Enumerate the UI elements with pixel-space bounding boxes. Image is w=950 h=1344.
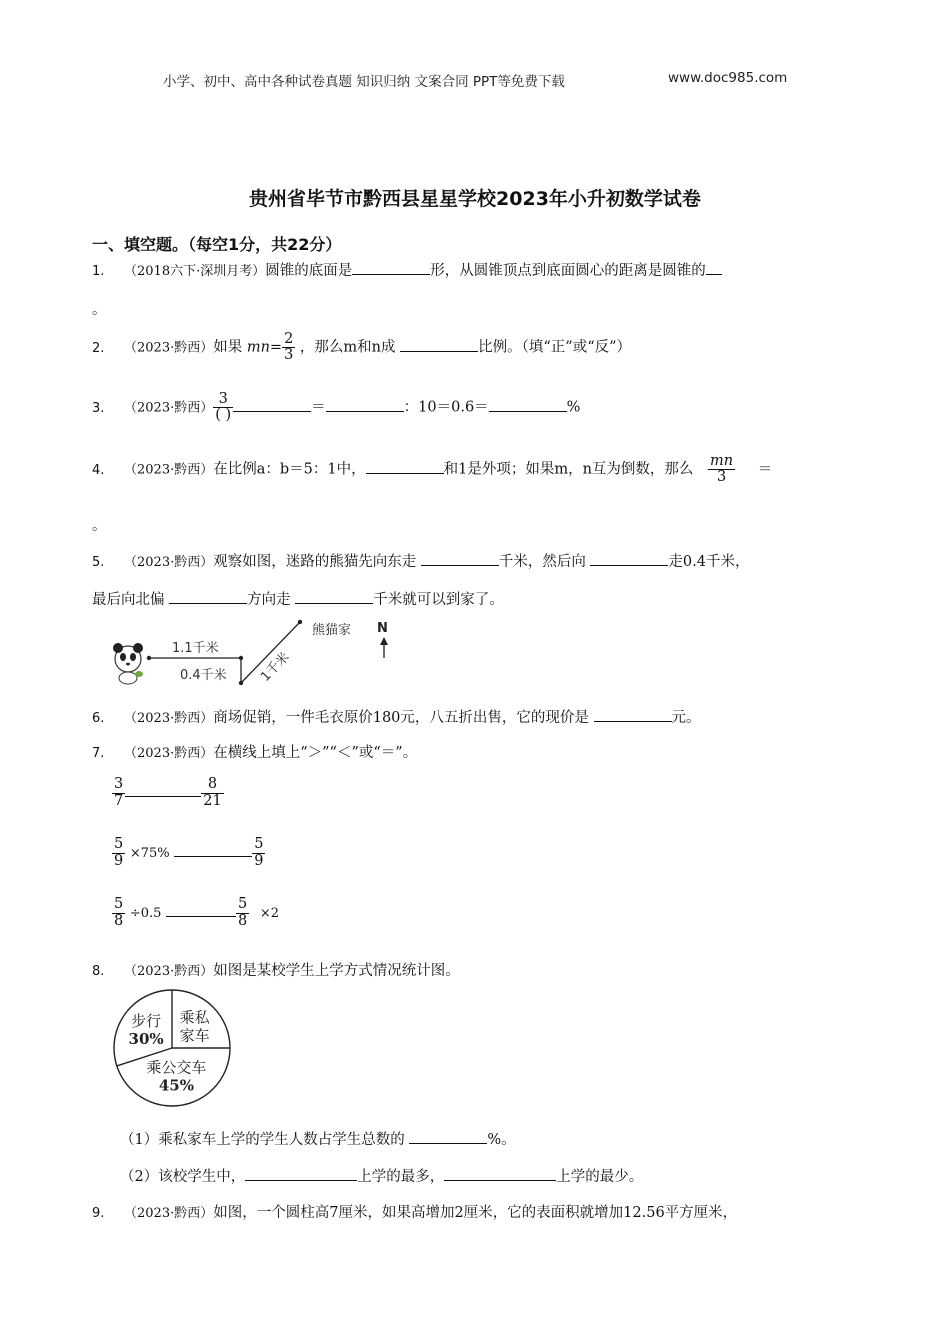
question-number: 3. bbox=[92, 400, 105, 416]
fraction bbox=[708, 454, 735, 485]
question-text: 上学的最少。 bbox=[556, 1169, 644, 1185]
question-text: 比例。（填“正”或“反”） bbox=[478, 339, 632, 356]
answer-blank[interactable] bbox=[169, 589, 247, 604]
question-5 bbox=[92, 550, 750, 571]
question-text: 如图是某校学生上学方式情况统计图。 bbox=[213, 963, 460, 979]
question-1-end: 。 bbox=[92, 302, 107, 318]
site-header-text: 小学、初中、高中各种试卷真题 知识归纳 文案合同 PPT等免费下载 bbox=[163, 74, 565, 90]
answer-blank[interactable] bbox=[366, 459, 444, 474]
distance-label-northeast: 1千米 bbox=[258, 649, 293, 685]
answer-blank[interactable] bbox=[421, 551, 499, 566]
denominator: 7 bbox=[114, 792, 124, 809]
answer-blank[interactable] bbox=[166, 896, 236, 917]
question-source: （2023·黔西） bbox=[124, 711, 214, 726]
fraction bbox=[213, 392, 233, 423]
question-text: （2）该校学生中， bbox=[120, 1169, 246, 1185]
answer-blank[interactable] bbox=[590, 551, 668, 566]
numerator: mn bbox=[710, 453, 734, 469]
north-arrow-icon bbox=[380, 637, 388, 658]
route-diagram bbox=[108, 612, 408, 692]
question-text: 商场促销，一件毛衣原价180元，八五折出售，它的现价是 bbox=[213, 710, 589, 726]
denominator: 9 bbox=[254, 852, 264, 869]
exam-title: 贵州省毕节市黔西县星星学校2023年小升初数学试卷 bbox=[249, 188, 701, 210]
answer-blank[interactable] bbox=[326, 397, 404, 412]
pie-slice-label-line1: 步行 bbox=[131, 1012, 162, 1031]
question-number: 5. bbox=[92, 555, 105, 570]
question-number: 6. bbox=[92, 711, 105, 726]
fraction bbox=[252, 837, 265, 868]
numerator: 5 bbox=[114, 896, 124, 913]
answer-blank[interactable] bbox=[174, 836, 252, 857]
question-8 bbox=[92, 959, 460, 980]
pie-slice-label-line2: 45% bbox=[158, 1076, 194, 1095]
question-text: （1）乘私家车上学的学生人数占学生总数的 bbox=[120, 1132, 405, 1148]
equals-sign: ＝ bbox=[311, 399, 326, 416]
pie-chart bbox=[108, 986, 238, 1110]
question-number: 9. bbox=[92, 1206, 105, 1221]
answer-blank[interactable] bbox=[594, 707, 672, 722]
answer-blank[interactable] bbox=[400, 337, 478, 352]
numerator: 5 bbox=[238, 896, 248, 913]
question-number: 2. bbox=[92, 340, 105, 356]
pie-slice-label-line2: 家车 bbox=[179, 1026, 210, 1045]
fraction bbox=[112, 777, 125, 808]
question-source: （2023·黔西） bbox=[124, 340, 214, 356]
answer-blank[interactable] bbox=[245, 1166, 357, 1181]
question-number: 7. bbox=[92, 746, 105, 761]
question-source: （2023·黔西） bbox=[124, 1206, 214, 1221]
question-text: 和1是外项；如果m，n互为倒数，那么 bbox=[443, 461, 694, 478]
answer-blank[interactable] bbox=[706, 260, 722, 275]
question-text: 上学的最多， bbox=[357, 1169, 445, 1185]
denominator: 8 bbox=[114, 912, 124, 929]
numerator: 8 bbox=[201, 777, 223, 793]
question-number: 8. bbox=[92, 964, 105, 979]
panda-icon bbox=[113, 643, 143, 684]
numerator: 5 bbox=[114, 836, 124, 853]
question-2 bbox=[92, 332, 631, 363]
percent-sign: % bbox=[566, 399, 581, 416]
question-text: 形，从圆锥顶点到底面圆心的距离是圆锥的 bbox=[430, 263, 706, 279]
operator: ×75% bbox=[129, 846, 170, 861]
question-4 bbox=[92, 454, 772, 485]
comparison-row-2 bbox=[112, 836, 265, 869]
equals-sign: ＝ bbox=[757, 461, 773, 478]
fraction bbox=[236, 897, 249, 928]
site-url[interactable]: www.doc985.com bbox=[668, 70, 788, 86]
question-1 bbox=[92, 259, 722, 280]
equals-sign: = bbox=[269, 339, 283, 356]
north-label: N bbox=[377, 621, 388, 636]
question-9 bbox=[92, 1201, 737, 1222]
denominator: 9 bbox=[114, 852, 124, 869]
pie-slice-label-line1: 乘私 bbox=[179, 1008, 210, 1027]
operator: ÷0.5 bbox=[129, 906, 162, 921]
question-text: 观察如图，迷路的熊猫先向东走 bbox=[213, 554, 417, 570]
pie-slice-label-line1: 乘公交车 bbox=[146, 1058, 207, 1077]
denominator: 3 bbox=[284, 347, 294, 364]
pie-slice-label-line2: 30% bbox=[128, 1030, 164, 1049]
question-text: ：10＝0.6＝ bbox=[403, 399, 489, 416]
question-text: 方向走 bbox=[247, 592, 291, 608]
numerator: 5 bbox=[254, 836, 264, 853]
denominator: 3 bbox=[716, 469, 727, 486]
question-text: %。 bbox=[487, 1132, 516, 1148]
question-4-end: 。 bbox=[92, 518, 107, 534]
question-text: 如图，一个圆柱高7厘米，如果高增加2厘米，它的表面积就增加12.56平方厘米， bbox=[213, 1205, 738, 1221]
question-3 bbox=[92, 392, 580, 423]
section-heading: 一、填空题。（每空1分，共22分） bbox=[92, 235, 342, 254]
question-text: 最后向北偏 bbox=[92, 592, 165, 608]
question-text: 圆锥的底面是 bbox=[265, 263, 353, 279]
fraction bbox=[112, 837, 125, 868]
question-source: （2023·黔西） bbox=[124, 964, 214, 979]
question-8-part-2 bbox=[120, 1165, 643, 1186]
question-source: （2023·黔西） bbox=[124, 555, 214, 570]
answer-blank[interactable] bbox=[444, 1166, 556, 1181]
pie-slice-label bbox=[180, 1008, 211, 1044]
numerator: 2 bbox=[284, 331, 294, 347]
denominator: 21 bbox=[203, 792, 222, 809]
question-text: 千米就可以到家了。 bbox=[373, 592, 504, 608]
fraction bbox=[112, 897, 125, 928]
answer-blank[interactable] bbox=[295, 589, 373, 604]
numerator: 3 bbox=[114, 776, 124, 793]
question-text: 如果 bbox=[213, 339, 243, 356]
question-source: （2023·黔西） bbox=[124, 746, 214, 761]
math-variable: mn bbox=[246, 339, 270, 356]
question-number: 4. bbox=[92, 462, 105, 478]
question-source: （2023·黔西） bbox=[124, 400, 214, 416]
comparison-row-1 bbox=[112, 776, 224, 809]
denominator: 8 bbox=[238, 912, 248, 929]
question-source: （2018六下·深圳月考） bbox=[124, 264, 266, 279]
fraction bbox=[282, 332, 295, 363]
question-5-line2 bbox=[92, 588, 504, 609]
question-number: 1. bbox=[92, 264, 105, 279]
answer-blank[interactable] bbox=[352, 260, 430, 275]
question-text: 走0.4千米， bbox=[668, 554, 750, 570]
denominator: ( ) bbox=[215, 407, 232, 424]
question-6 bbox=[92, 706, 701, 727]
distance-label-east: 1.1千米 bbox=[172, 641, 219, 656]
question-text: 在横线上填上“＞”“＜”或“＝”。 bbox=[213, 745, 418, 761]
numerator: 3 bbox=[213, 392, 233, 408]
answer-blank[interactable] bbox=[233, 397, 311, 412]
answer-blank[interactable] bbox=[125, 776, 201, 797]
question-text: ，那么m和n成 bbox=[299, 339, 396, 356]
distance-label-south: 0.4千米 bbox=[180, 668, 227, 683]
question-text: 元。 bbox=[671, 710, 701, 726]
question-8-part-1 bbox=[120, 1128, 516, 1149]
question-source: （2023·黔西） bbox=[124, 462, 214, 478]
operator: ×2 bbox=[259, 906, 280, 921]
comparison-row-3 bbox=[112, 896, 279, 929]
fraction bbox=[201, 777, 223, 808]
answer-blank[interactable] bbox=[409, 1129, 487, 1144]
pie-slice-label bbox=[129, 1012, 164, 1048]
home-label: 熊猫家 bbox=[312, 623, 352, 638]
question-7 bbox=[92, 741, 417, 762]
question-text: 千米，然后向 bbox=[498, 554, 586, 570]
question-text: 在比例a：b＝5：1中， bbox=[213, 461, 366, 478]
answer-blank[interactable] bbox=[489, 397, 567, 412]
